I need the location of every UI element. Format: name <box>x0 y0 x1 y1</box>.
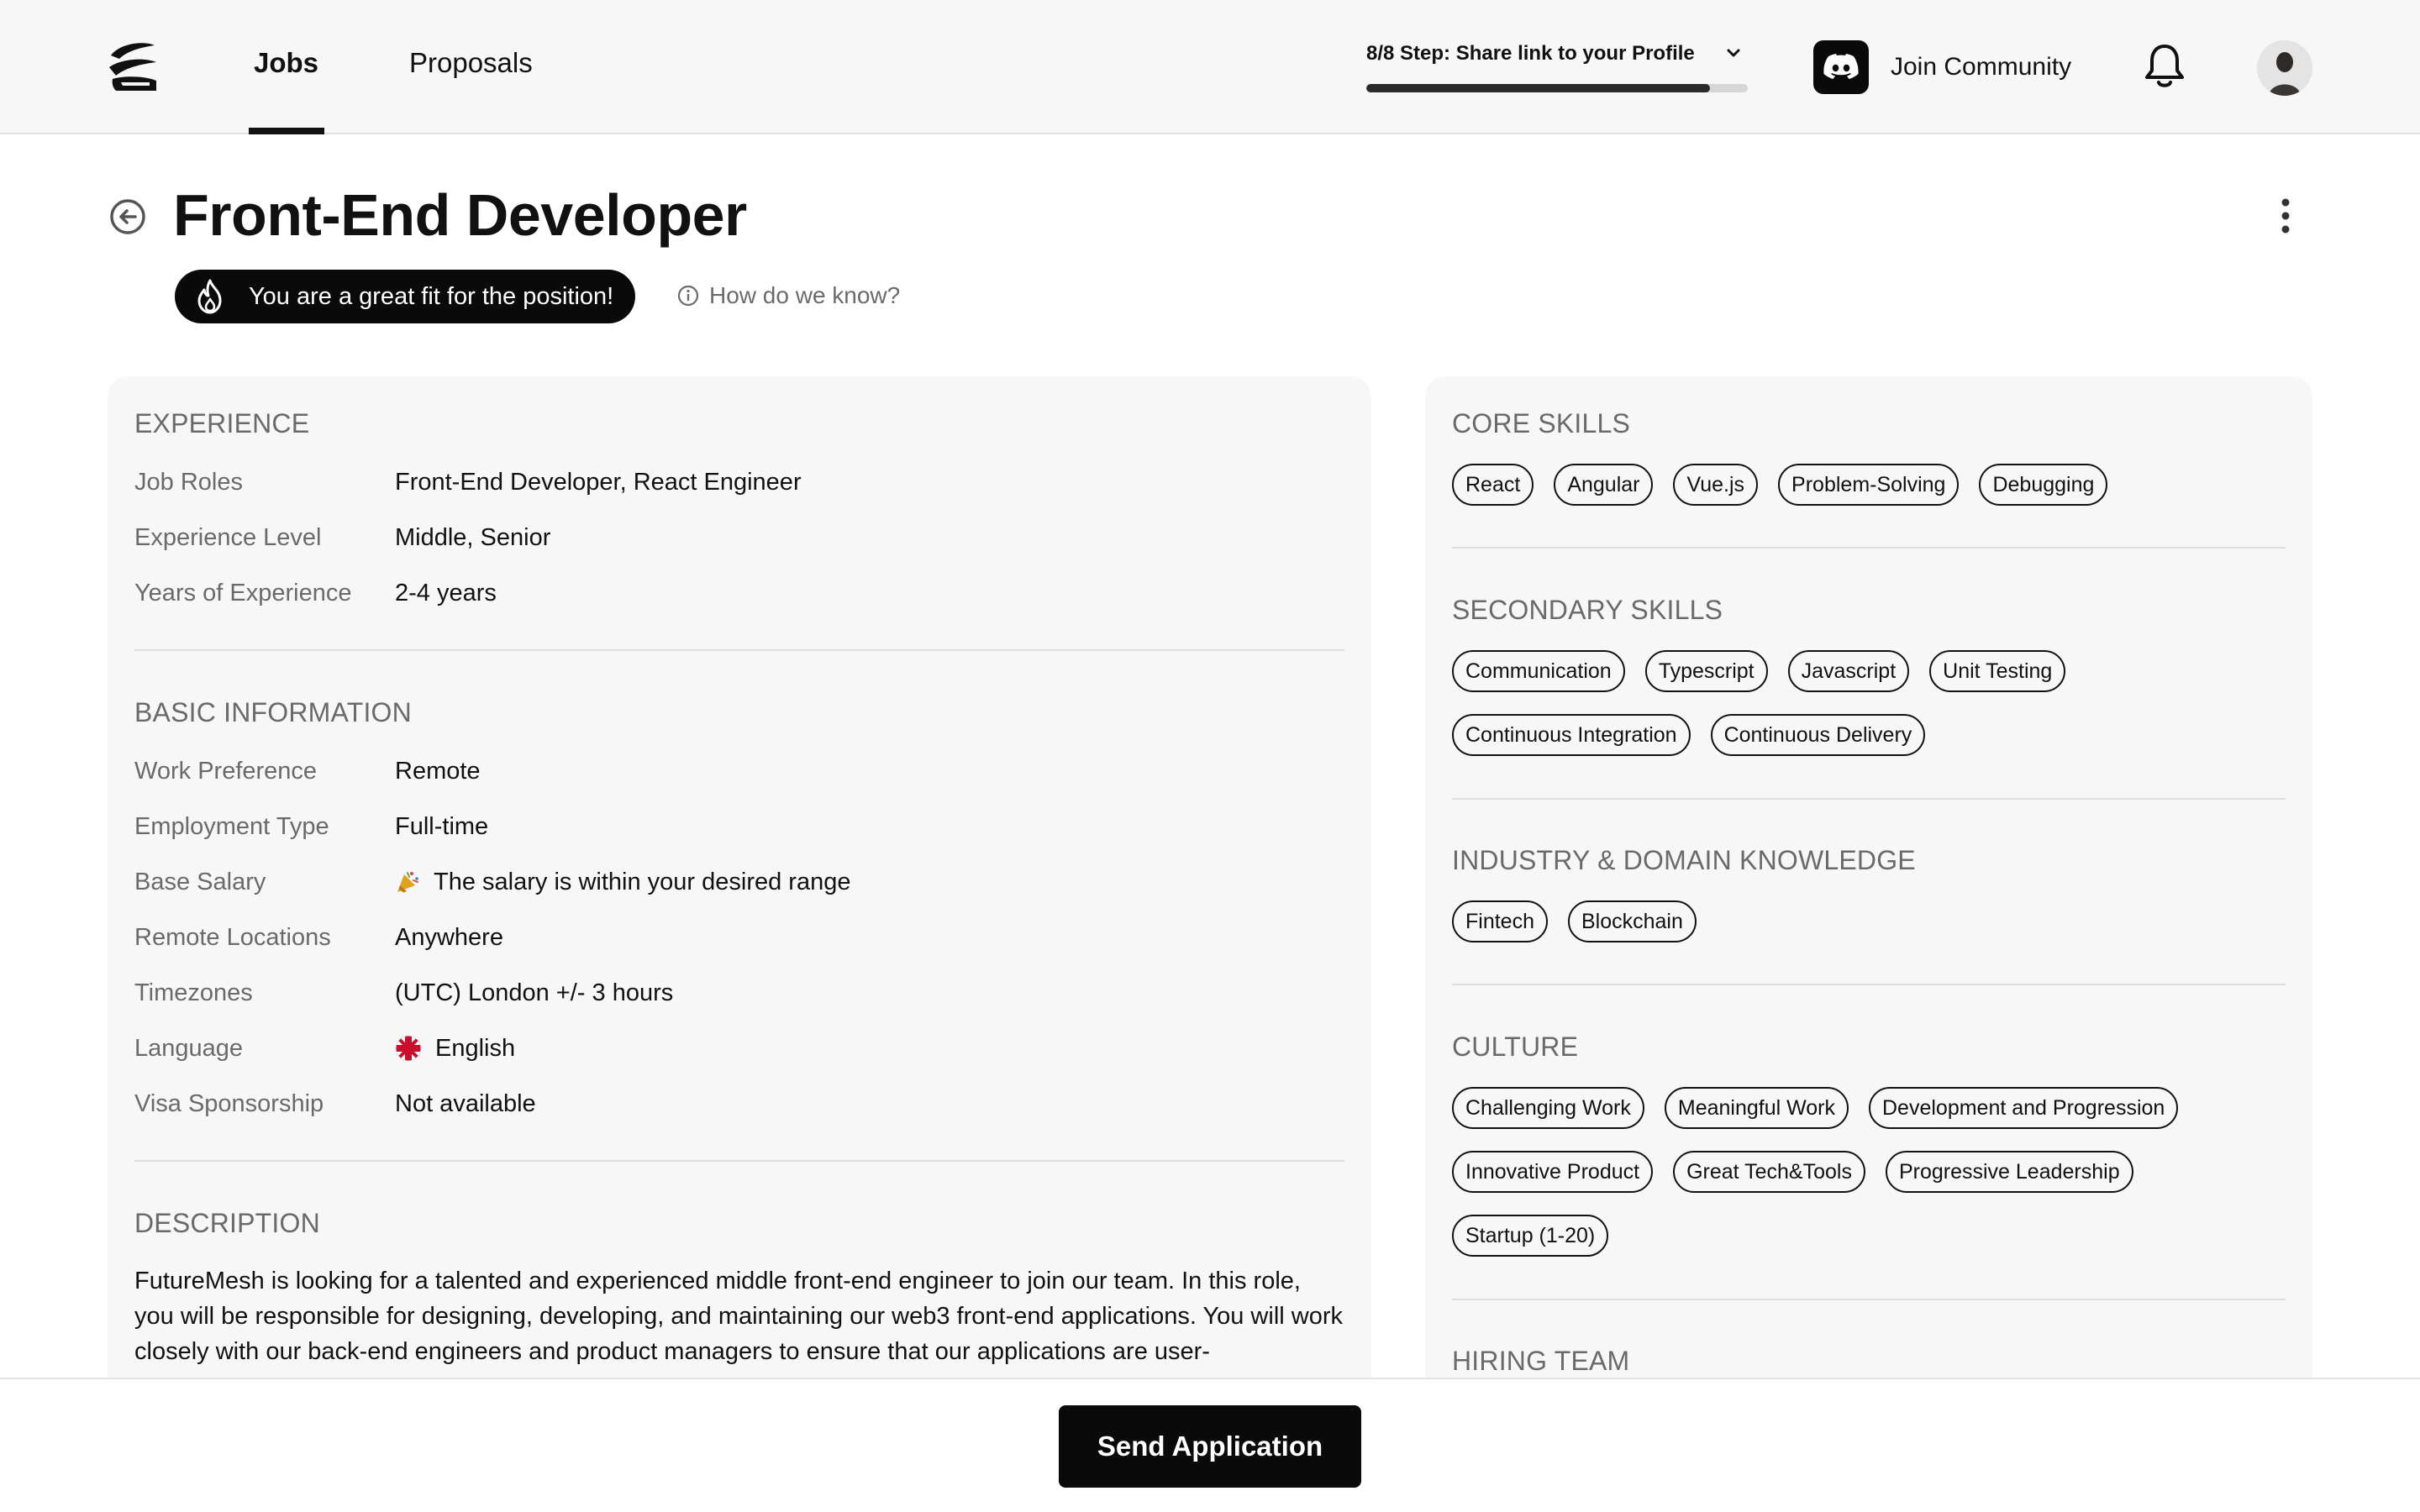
info-row <box>134 465 802 499</box>
step-label: 8/8 Step: Share link to your Profile <box>1366 42 1695 65</box>
active-tab-indicator <box>249 128 324 134</box>
culture-chip: Great Tech&Tools <box>1673 1151 1865 1193</box>
chevron-down-icon <box>1726 47 1741 59</box>
section-divider <box>134 649 1344 651</box>
step-progress-fill <box>1366 84 1710 92</box>
info-label: Base Salary <box>134 868 266 895</box>
info-row <box>134 865 850 899</box>
fire-icon <box>195 279 225 314</box>
skill-chip: Unit Testing <box>1929 650 2065 692</box>
info-value: Anywhere <box>395 923 503 951</box>
info-value: Not available <box>395 1089 536 1117</box>
tab-proposals[interactable]: Proposals <box>409 47 533 78</box>
info-label: Employment Type <box>134 812 329 840</box>
skill-chip: Typescript <box>1645 650 1768 692</box>
job-details-panel <box>108 376 1371 1512</box>
culture-chip: Innovative Product <box>1452 1151 1653 1193</box>
skill-chip: Continuous Integration <box>1452 714 1691 756</box>
info-value: Full-time <box>395 812 489 840</box>
join-community-button[interactable] <box>1813 40 2071 94</box>
skill-chip: React <box>1452 464 1534 506</box>
more-options-icon[interactable] <box>2269 195 2302 237</box>
basic-info-section-title: BASIC INFORMATION <box>134 697 412 727</box>
uk-flag-icon <box>395 1035 422 1062</box>
skill-chip: Javascript <box>1788 650 1910 692</box>
info-label: Experience Level <box>134 523 322 551</box>
page-title: Front-End Developer <box>173 182 747 248</box>
send-application-button[interactable]: Send Application <box>1059 1405 1361 1488</box>
industry-section-title: INDUSTRY & DOMAIN KNOWLEDGE <box>1452 845 1916 875</box>
skill-chip: Debugging <box>1979 464 2107 506</box>
info-value: English <box>435 1034 516 1062</box>
join-community-label: Join Community <box>1891 53 2072 81</box>
core-skills-list <box>1452 464 2292 506</box>
culture-section-title: CULTURE <box>1452 1032 1579 1062</box>
section-divider <box>1452 1299 2286 1300</box>
skill-chip: Vue.js <box>1673 464 1758 506</box>
skill-chip: Continuous Delivery <box>1711 714 1926 756</box>
culture-chip: Development and Progression <box>1869 1087 2178 1129</box>
top-nav-bar <box>0 0 2420 134</box>
core-skills-section-title: CORE SKILLS <box>1452 408 1631 438</box>
skill-chip: Blockchain <box>1568 900 1697 942</box>
info-icon <box>677 285 699 307</box>
avatar[interactable] <box>2257 40 2312 96</box>
info-label: Visa Sponsorship <box>134 1089 324 1117</box>
info-row <box>134 976 673 1010</box>
skill-chip: Communication <box>1452 650 1625 692</box>
culture-chip: Progressive Leadership <box>1886 1151 2133 1193</box>
back-arrow-icon[interactable] <box>108 197 148 237</box>
skill-chip: Angular <box>1554 464 1653 506</box>
info-label: Work Preference <box>134 757 318 785</box>
how-do-we-know-label: How do we know? <box>709 282 901 308</box>
info-row <box>134 921 503 954</box>
info-row <box>134 1087 536 1121</box>
info-label: Remote Locations <box>134 923 331 951</box>
info-value: Remote <box>395 757 481 785</box>
culture-chip: Meaningful Work <box>1665 1087 1849 1129</box>
logo-icon[interactable] <box>104 37 163 96</box>
hiring-team-section-title: HIRING TEAM <box>1452 1346 1630 1376</box>
section-divider <box>134 1160 1344 1162</box>
how-do-we-know-link[interactable] <box>677 282 900 309</box>
experience-section-title: EXPERIENCE <box>134 408 310 438</box>
skill-chip: Fintech <box>1452 900 1548 942</box>
info-label: Years of Experience <box>134 579 352 606</box>
bell-icon[interactable] <box>2143 42 2186 91</box>
info-row <box>134 521 550 554</box>
info-value: (UTC) London +/- 3 hours <box>395 979 674 1006</box>
secondary-skills-section-title: SECONDARY SKILLS <box>1452 595 1723 625</box>
info-value: Middle, Senior <box>395 523 551 551</box>
info-label: Timezones <box>134 979 253 1006</box>
great-fit-label: You are a great fit for the position! <box>249 282 614 310</box>
info-row <box>134 576 497 610</box>
section-divider <box>1452 984 2286 985</box>
job-description-text: FutureMesh is looking for a talented and experienced middle front-end engineer to join our team. In this role, you will be responsible for designing, developing, and maintaining our web3 front-end applications. You will work closely with our back-end engineers and product managers to ensure that our applications are user- <box>134 1268 1343 1365</box>
step-progress-bar <box>1366 84 1748 92</box>
info-row <box>134 754 481 788</box>
info-row <box>134 810 488 843</box>
party-popper-icon <box>395 869 420 895</box>
description-section-title: DESCRIPTION <box>134 1208 320 1238</box>
onboarding-step-dropdown[interactable] <box>1366 42 1748 66</box>
section-divider <box>1452 798 2286 800</box>
secondary-skills-list <box>1452 650 2208 756</box>
info-value: 2-4 years <box>395 579 497 606</box>
info-label: Language <box>134 1034 244 1062</box>
culture-chip: Startup (1-20) <box>1452 1215 1608 1257</box>
industry-list <box>1452 900 2292 942</box>
info-value: The salary is within your desired range <box>434 868 851 895</box>
info-label: Job Roles <box>134 468 243 496</box>
info-row <box>134 1032 515 1065</box>
skill-chip: Problem-Solving <box>1778 464 1959 506</box>
culture-chip: Challenging Work <box>1452 1087 1644 1129</box>
great-fit-badge <box>175 270 635 323</box>
action-footer <box>0 1378 2420 1512</box>
skills-panel <box>1425 376 2312 1512</box>
info-value: Front-End Developer, React Engineer <box>395 468 802 496</box>
tab-jobs[interactable]: Jobs <box>254 47 319 78</box>
discord-icon <box>1813 40 1869 94</box>
culture-list <box>1452 1087 2208 1257</box>
section-divider <box>1452 547 2286 549</box>
